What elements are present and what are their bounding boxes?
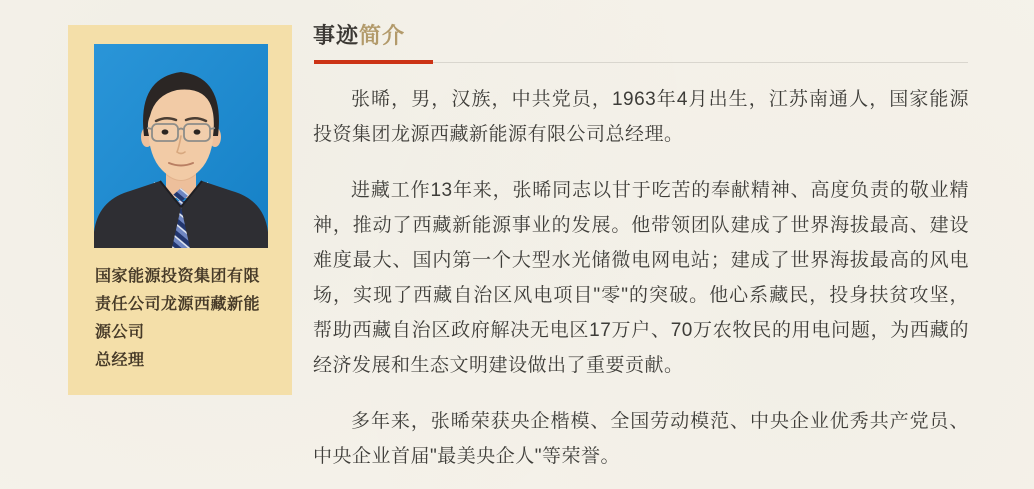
job-title: 总经理 (95, 352, 145, 369)
divider-line (433, 62, 968, 63)
org-name: 国家能源投资集团有限责任公司龙源西藏新能源公司 (95, 268, 261, 341)
biography-paragraph: 多年来，张晞荣获央企楷模、全国劳动模范、中央企业优秀共产党员、中央企业首届"最美央企人"等荣誉。 (313, 411, 969, 467)
biography-paragraph: 进藏工作13年来，张晞同志以甘于吃苦的奉献精神、高度负责的敬业精神，推动了西藏新能源事业的发展。他带领团队建成了世界海拔最高、建设难度最大、国内第一个大型水光储微电网电站；建成了世界海拔最高的风电场，实现了西藏自治区风电项目"零"的突破。他心系藏民，投身扶贫攻坚，帮助西藏自治区政府解决无电区17万户、70万农牧民的用电问题，为西藏的经济发展和生态文明建设做出了重要贡献。 (313, 180, 969, 376)
heading-secondary: 简介 (359, 23, 406, 48)
heading-divider (313, 60, 969, 64)
biography-section (313, 25, 969, 474)
accent-underline (314, 60, 433, 64)
photo-caption (95, 263, 274, 375)
section-heading (313, 25, 969, 47)
portrait-photo (94, 44, 268, 248)
profile-card (68, 25, 292, 395)
heading-primary: 事迹 (313, 23, 360, 48)
biography-paragraph: 张晞，男，汉族，中共党员，1963年4月出生，江苏南通人，国家能源投资集团龙源西藏新能源有限公司总经理。 (313, 89, 969, 145)
